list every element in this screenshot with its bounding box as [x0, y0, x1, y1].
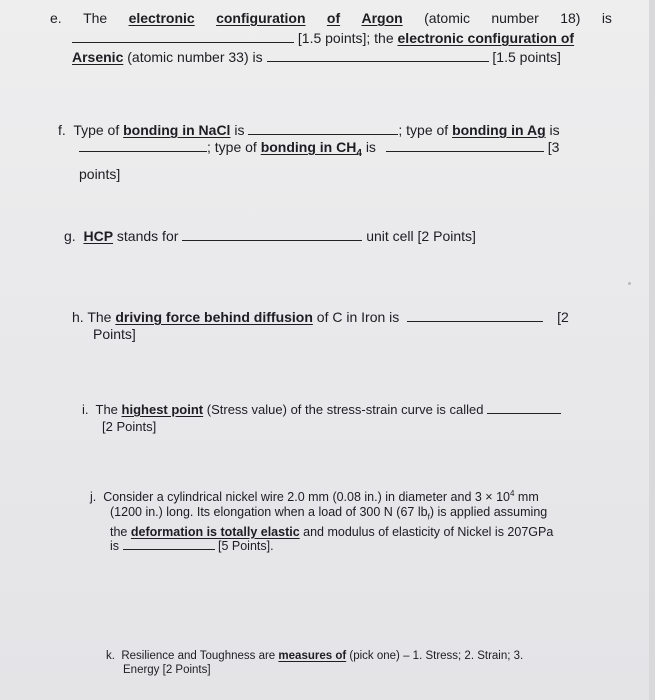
question-j-label: j.: [90, 490, 97, 505]
question-k: [106, 650, 523, 677]
question-h-line-1: h. The driving force behind diffusion of C in Iron is [2: [72, 309, 569, 325]
speck: [628, 282, 631, 285]
question-i-line-2: [2 Points]: [102, 419, 157, 434]
answer-blank-elongation[interactable]: [123, 539, 215, 550]
question-j-line-1: j. Consider a cylindrical nickel wire 2.0 mm (0.08 in.) in diameter and $3 \times 10^4$ mm: [90, 489, 539, 505]
question-f-line-1: f. Type of bonding in NaCl is ; type of bonding in Ag is: [58, 122, 560, 138]
page-edge-shadow: [649, 0, 655, 700]
question-k-line-2: Energy [2 Points]: [123, 663, 211, 676]
question-h-line-2: Points]: [93, 326, 136, 342]
question-f: [58, 122, 606, 183]
question-j-line-4: is [5 Points].: [110, 539, 274, 554]
answer-blank-hcp[interactable]: [182, 228, 362, 241]
answer-blank-highest-point[interactable]: [487, 401, 561, 414]
question-g-label: g.: [64, 228, 76, 244]
question-f-line-2: ; type of bonding in $CH_4$ is [3: [58, 139, 606, 162]
question-k-label: k.: [106, 650, 115, 662]
question-j: [90, 487, 553, 554]
question-e-label: e.: [50, 10, 62, 26]
question-k-line-1: k. Resilience and Toughness are measures of (pick one) – 1. Stress; 2. Strain; 3.: [106, 650, 524, 662]
question-i-line-1: i. The highest point (Stress value) of the stress-strain curve is called: [82, 401, 561, 418]
answer-blank-ag[interactable]: [79, 139, 207, 152]
answer-blank-nacl[interactable]: [248, 122, 398, 135]
question-f-label: f.: [58, 122, 66, 138]
question-g: g. HCP stands for unit cell [2 Points]: [64, 228, 476, 244]
question-e: [50, 10, 612, 66]
question-e-line-1: e. The electronic configuration of Argon (atomic number 18) is: [50, 10, 612, 26]
question-i-label: i.: [82, 402, 89, 417]
answer-blank-arsenic[interactable]: [267, 49, 489, 62]
question-j-line-3: the deformation is totally elastic and modulus of elasticity of Nickel is 207GPa: [110, 524, 554, 539]
question-e-line-3: Arsenic (atomic number 33) is [1.5 points]: [72, 49, 561, 65]
question-j-line-2: (1200 in.) long. Its elongation when a load of 300 N (67 $lb_f$) is applied assuming: [110, 504, 548, 522]
question-e-line-2: [1.5 points]; the electronic configuration of: [50, 30, 612, 47]
question-h: [72, 309, 600, 343]
question-h-label: h.: [72, 309, 84, 325]
answer-blank-ch4[interactable]: [386, 139, 544, 152]
answer-blank-diffusion[interactable]: [407, 309, 543, 322]
question-i: [82, 401, 561, 435]
answer-blank-argon[interactable]: [72, 30, 294, 43]
question-f-line-3: points]: [79, 165, 121, 182]
